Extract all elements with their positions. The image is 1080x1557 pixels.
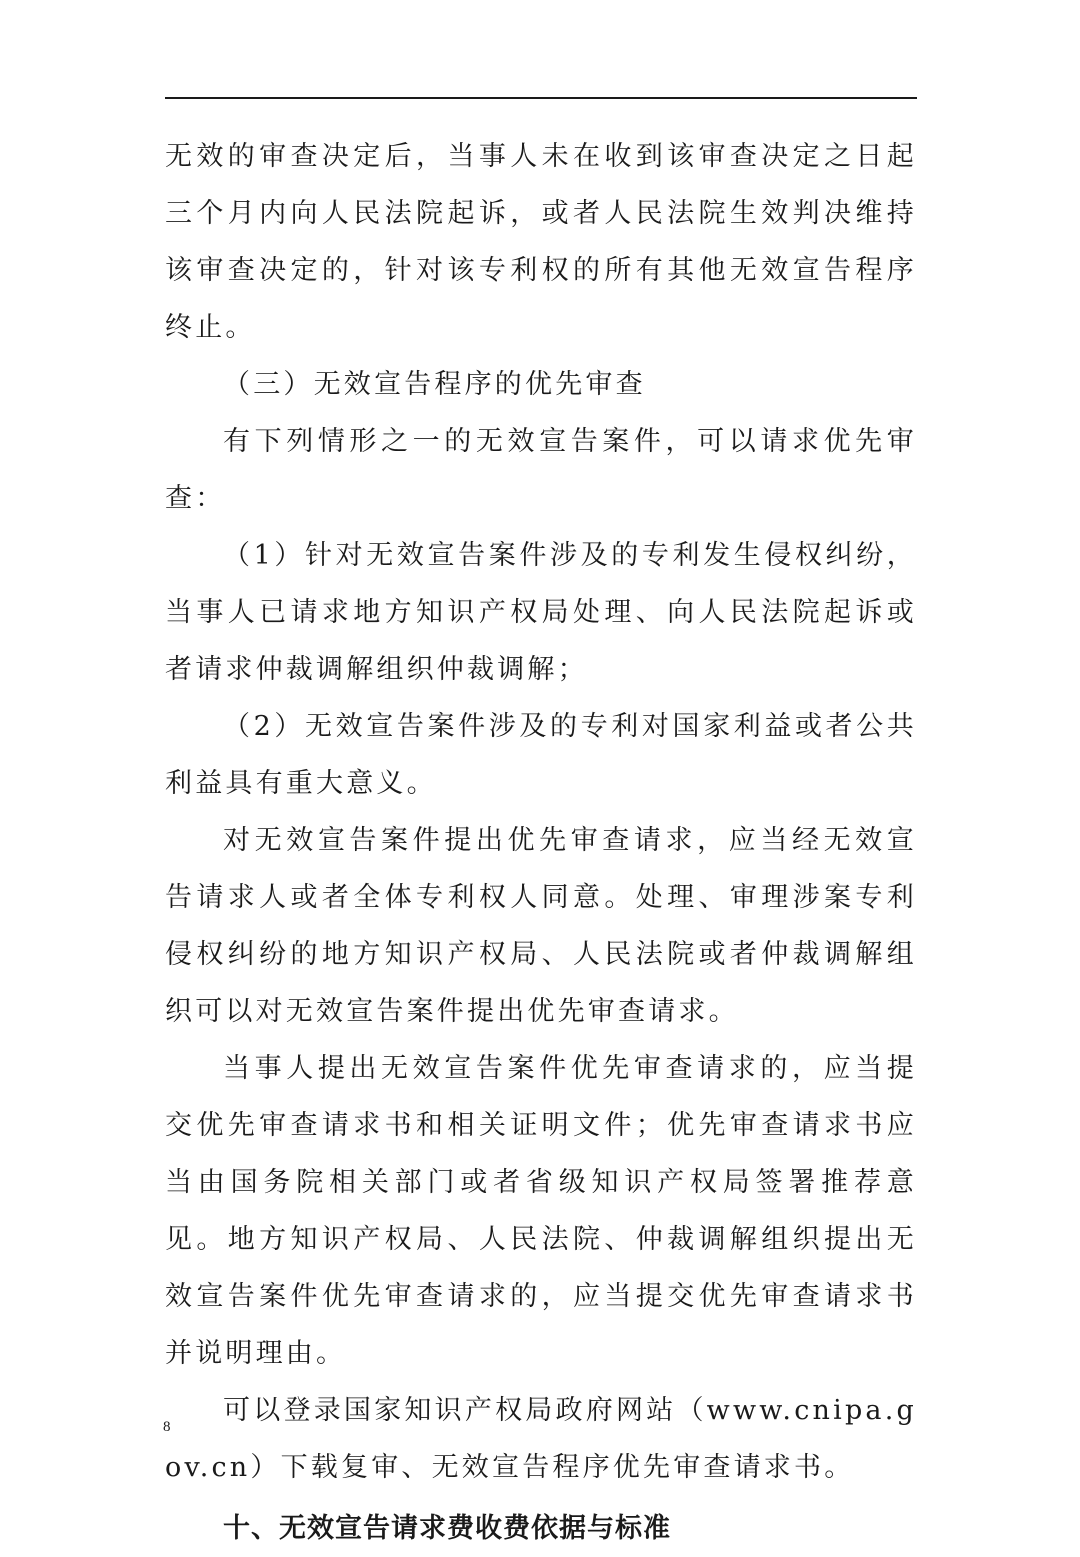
list-item-1: （1）针对无效宣告案件涉及的专利发生侵权纠纷，当事人已请求地方知识产权局处理、向人民法院起诉或者请求仲裁调解组织仲裁调解； bbox=[165, 540, 917, 685]
section-heading: 十、无效宣告请求费收费依据与标准 bbox=[223, 1513, 671, 1544]
page-number: 8 bbox=[163, 1419, 171, 1435]
paragraph-download: 可以登录国家知识产权局政府网站（www.cnipa.gov.cn）下载复审、无效宣告程序优先审查请求书。 bbox=[165, 1395, 917, 1483]
subsection-heading: （三）无效宣告程序的优先审查 bbox=[223, 369, 646, 400]
document-body bbox=[165, 128, 917, 1557]
header-rule bbox=[165, 97, 917, 99]
paragraph-consent: 对无效宣告案件提出优先审查请求，应当经无效宣告请求人或者全体专利权人同意。处理、审理涉案专利侵权纠纷的地方知识产权局、人民法院或者仲裁调解组织可以对无效宣告案件提出优先审查请求。 bbox=[165, 825, 917, 1027]
paragraph-submission: 当事人提出无效宣告案件优先审查请求的，应当提交优先审查请求书和相关证明文件；优先审查请求书应当由国务院相关部门或者省级知识产权局签署推荐意见。地方知识产权局、人民法院、仲裁调解组织提出无效宣告案件优先审查请求的，应当提交优先审查请求书并说明理由。 bbox=[165, 1053, 917, 1369]
paragraph-continuation: 无效的审查决定后，当事人未在收到该审查决定之日起三个月内向人民法院起诉，或者人民法院生效判决维持该审查决定的，针对该专利权的所有其他无效宣告程序终止。 bbox=[165, 141, 917, 343]
paragraph-intro: 有下列情形之一的无效宣告案件，可以请求优先审查： bbox=[165, 426, 917, 514]
list-item-2: （2）无效宣告案件涉及的专利对国家利益或者公共利益具有重大意义。 bbox=[165, 711, 917, 799]
